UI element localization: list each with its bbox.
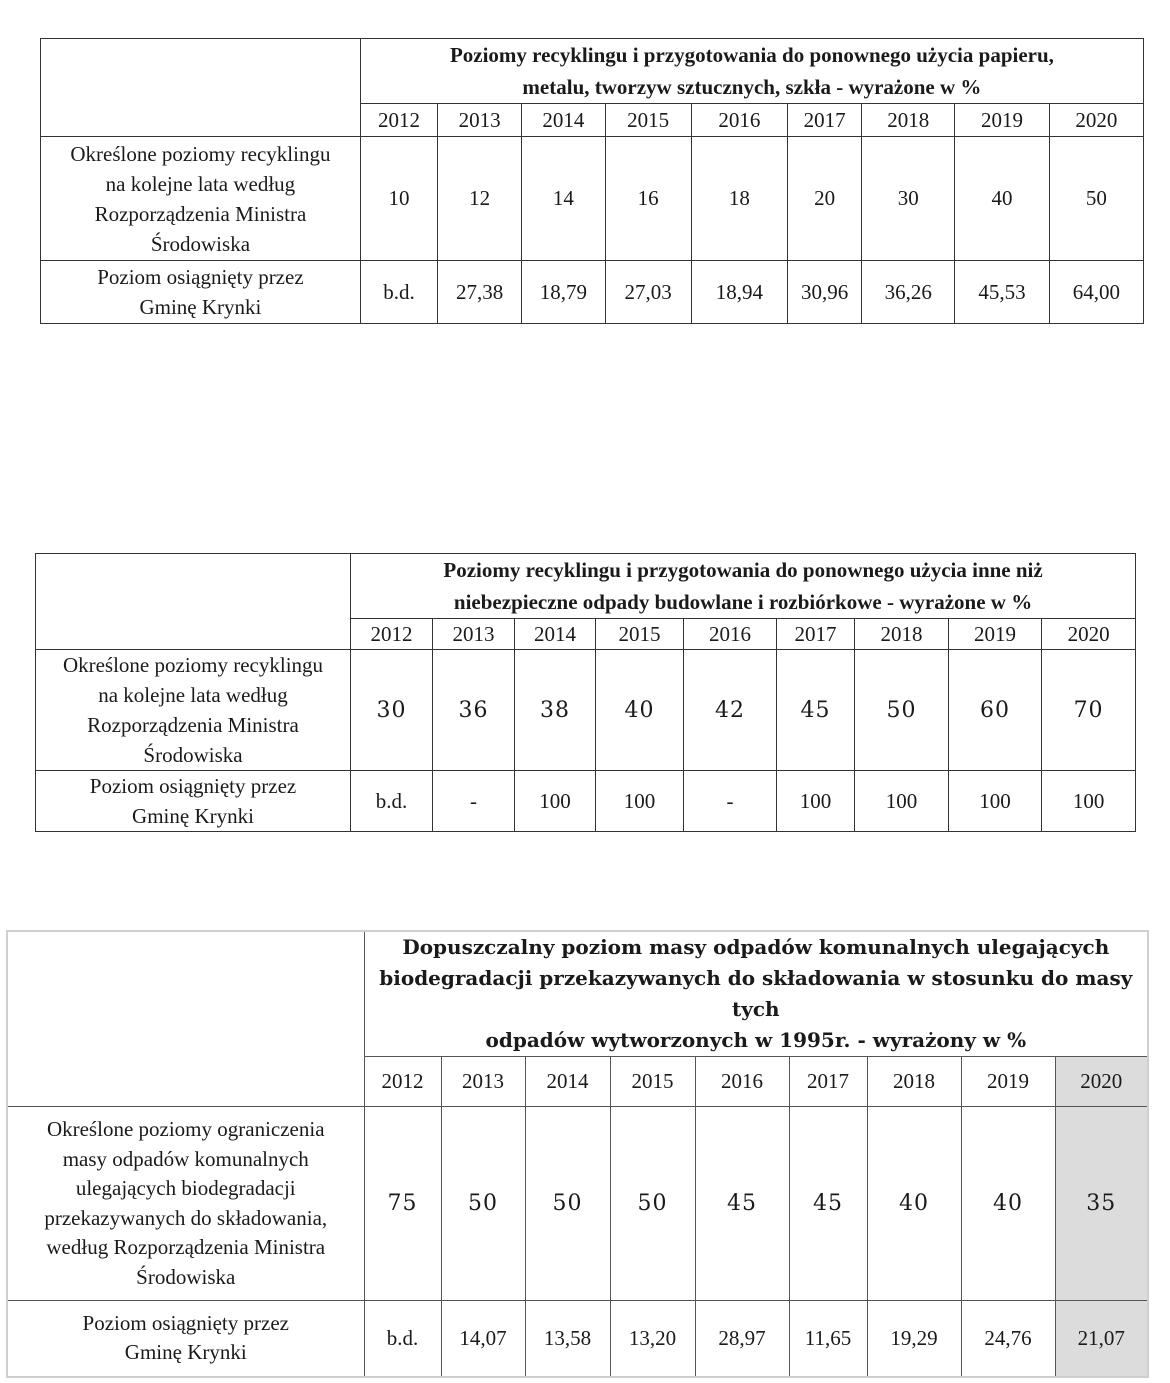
year-cell: 2012 <box>351 619 433 650</box>
year-cell: 2012 <box>360 104 437 137</box>
label-line: Rozporządzenia Ministra <box>87 713 299 737</box>
table-row <box>41 137 1144 261</box>
label-line: Środowiska <box>150 231 251 256</box>
year-cell: 2013 <box>438 104 522 137</box>
label-line: Środowiska <box>143 743 243 767</box>
value-cell: 19,29 <box>867 1301 961 1377</box>
row-label <box>41 137 361 261</box>
year-cell: 2019 <box>955 104 1049 137</box>
value-cell: 40 <box>961 1107 1055 1301</box>
label-line: Poziom osiągnięty przez <box>82 1310 289 1335</box>
table-row <box>7 1301 1148 1377</box>
recycling-paper-metal-plastic-glass-table <box>40 38 1144 324</box>
label-line: masy odpadów komunalnych <box>62 1146 309 1171</box>
value-cell: 36,26 <box>862 261 955 324</box>
title-line: biodegradacji przekazywanych do składowania w stosunku do masy tych <box>379 966 1133 1021</box>
value-cell: 36 <box>433 650 515 771</box>
value-cell: 70 <box>1042 650 1136 771</box>
year-cell: 2017 <box>777 619 855 650</box>
value-cell: 45,53 <box>955 261 1049 324</box>
value-cell: 14 <box>522 137 605 261</box>
value-cell: 14,07 <box>441 1301 525 1377</box>
row-label <box>41 261 361 324</box>
label-line: przekazywanych do składowania, <box>44 1205 328 1230</box>
label-line: Określone poziomy recyklingu <box>62 653 324 677</box>
label-line: Poziom osiągnięty przez <box>89 774 297 798</box>
value-cell: 60 <box>949 650 1042 771</box>
table-row <box>7 1107 1148 1301</box>
year-cell: 2016 <box>691 104 787 137</box>
value-cell: 18,94 <box>691 261 787 324</box>
value-cell: b.d. <box>360 261 437 324</box>
label-line: Środowiska <box>136 1264 236 1289</box>
table-row <box>36 771 1136 832</box>
year-cell: 2018 <box>867 1057 961 1107</box>
year-cell: 2017 <box>789 1057 867 1107</box>
label-line: według Rozporządzenia Ministra <box>46 1235 326 1259</box>
table-title <box>364 931 1148 1057</box>
value-cell-highlighted: 21,07 <box>1055 1301 1148 1377</box>
value-cell: 10 <box>360 137 437 261</box>
value-cell: 50 <box>525 1107 610 1301</box>
year-cell: 2019 <box>961 1057 1055 1107</box>
recycling-construction-waste-table <box>35 553 1136 832</box>
year-cell-highlighted: 2020 <box>1055 1057 1148 1107</box>
value-cell: 40 <box>596 650 684 771</box>
value-cell: 28,97 <box>695 1301 789 1377</box>
year-cell: 2016 <box>684 619 777 650</box>
value-cell: 12 <box>438 137 522 261</box>
title-line: metalu, tworzyw sztucznych, szkła - wyrażone w % <box>522 75 982 99</box>
title-line: odpadów wytworzonych w 1995r. - wyrażony w % <box>485 1028 1027 1052</box>
year-cell: 2018 <box>855 619 949 650</box>
year-cell: 2018 <box>862 104 955 137</box>
label-line: Rozporządzenia Ministra <box>94 201 307 226</box>
year-cell: 2020 <box>1042 619 1136 650</box>
label-line: na kolejne lata według <box>105 171 296 196</box>
value-cell: 24,76 <box>961 1301 1055 1377</box>
value-cell: 42 <box>684 650 777 771</box>
label-line: Poziom osiągnięty przez <box>97 265 304 289</box>
value-cell: 18,79 <box>522 261 605 324</box>
value-cell: b.d. <box>364 1301 441 1377</box>
value-cell: 45 <box>789 1107 867 1301</box>
empty-corner-cell <box>41 39 361 137</box>
row-label <box>36 650 351 771</box>
year-cell: 2017 <box>787 104 861 137</box>
label-line: Określone poziomy recyklingu <box>70 141 331 166</box>
empty-corner-cell <box>7 931 364 1107</box>
value-cell: 75 <box>364 1107 441 1301</box>
year-cell: 2016 <box>695 1057 789 1107</box>
value-cell: - <box>684 771 777 832</box>
value-cell: 45 <box>777 650 855 771</box>
title-line: Poziomy recyklingu i przygotowania do ponownego użycia papieru, <box>449 43 1054 67</box>
empty-corner-cell <box>36 554 351 650</box>
value-cell: 30 <box>862 137 955 261</box>
row-label <box>7 1301 364 1377</box>
value-cell: 18 <box>691 137 787 261</box>
value-cell: 100 <box>855 771 949 832</box>
biodegradable-waste-landfill-table <box>6 930 1149 1378</box>
value-cell: - <box>433 771 515 832</box>
value-cell: 20 <box>787 137 861 261</box>
label-line: Gminę Krynki <box>132 804 254 828</box>
value-cell: 30,96 <box>787 261 861 324</box>
year-cell: 2013 <box>441 1057 525 1107</box>
year-cell: 2015 <box>605 104 691 137</box>
value-cell: 27,03 <box>605 261 691 324</box>
value-cell: 100 <box>777 771 855 832</box>
value-cell: 50 <box>1049 137 1143 261</box>
label-line: Gminę Krynki <box>139 295 262 319</box>
table-title <box>351 554 1136 619</box>
value-cell: 100 <box>949 771 1042 832</box>
year-cell: 2014 <box>525 1057 610 1107</box>
value-cell: 16 <box>605 137 691 261</box>
value-cell: 50 <box>610 1107 695 1301</box>
value-cell: 100 <box>1042 771 1136 832</box>
table-row <box>41 261 1144 324</box>
label-line: na kolejne lata według <box>98 683 288 707</box>
value-cell: 27,38 <box>438 261 522 324</box>
value-cell: 40 <box>955 137 1049 261</box>
year-cell: 2013 <box>433 619 515 650</box>
year-cell: 2020 <box>1049 104 1143 137</box>
value-cell: 11,65 <box>789 1301 867 1377</box>
title-line: Dopuszczalny poziom masy odpadów komunalnych ulegających <box>402 935 1110 959</box>
value-cell: 30 <box>351 650 433 771</box>
label-line: ulegających biodegradacji <box>75 1176 296 1200</box>
value-cell: 100 <box>515 771 596 832</box>
title-line: Poziomy recyklingu i przygotowania do ponownego użycia inne niż <box>443 558 1043 582</box>
year-cell: 2015 <box>610 1057 695 1107</box>
value-cell: 50 <box>441 1107 525 1301</box>
value-cell: 38 <box>515 650 596 771</box>
value-cell: 100 <box>596 771 684 832</box>
year-cell: 2015 <box>596 619 684 650</box>
value-cell-highlighted: 35 <box>1055 1107 1148 1301</box>
year-cell: 2012 <box>364 1057 441 1107</box>
value-cell: 13,20 <box>610 1301 695 1377</box>
year-cell: 2014 <box>522 104 605 137</box>
year-cell: 2014 <box>515 619 596 650</box>
value-cell: 64,00 <box>1049 261 1143 324</box>
row-label <box>7 1107 364 1301</box>
label-line: Gminę Krynki <box>124 1340 247 1365</box>
label-line: Określone poziomy ograniczenia <box>46 1117 325 1141</box>
title-line: niebezpieczne odpady budowlane i rozbiórkowe - wyrażone w % <box>453 590 1033 614</box>
value-cell: 50 <box>855 650 949 771</box>
row-label <box>36 771 351 832</box>
table-title <box>360 39 1143 104</box>
table-row <box>36 650 1136 771</box>
year-cell: 2019 <box>949 619 1042 650</box>
value-cell: 40 <box>867 1107 961 1301</box>
value-cell: 13,58 <box>525 1301 610 1377</box>
value-cell: b.d. <box>351 771 433 832</box>
value-cell: 45 <box>695 1107 789 1301</box>
